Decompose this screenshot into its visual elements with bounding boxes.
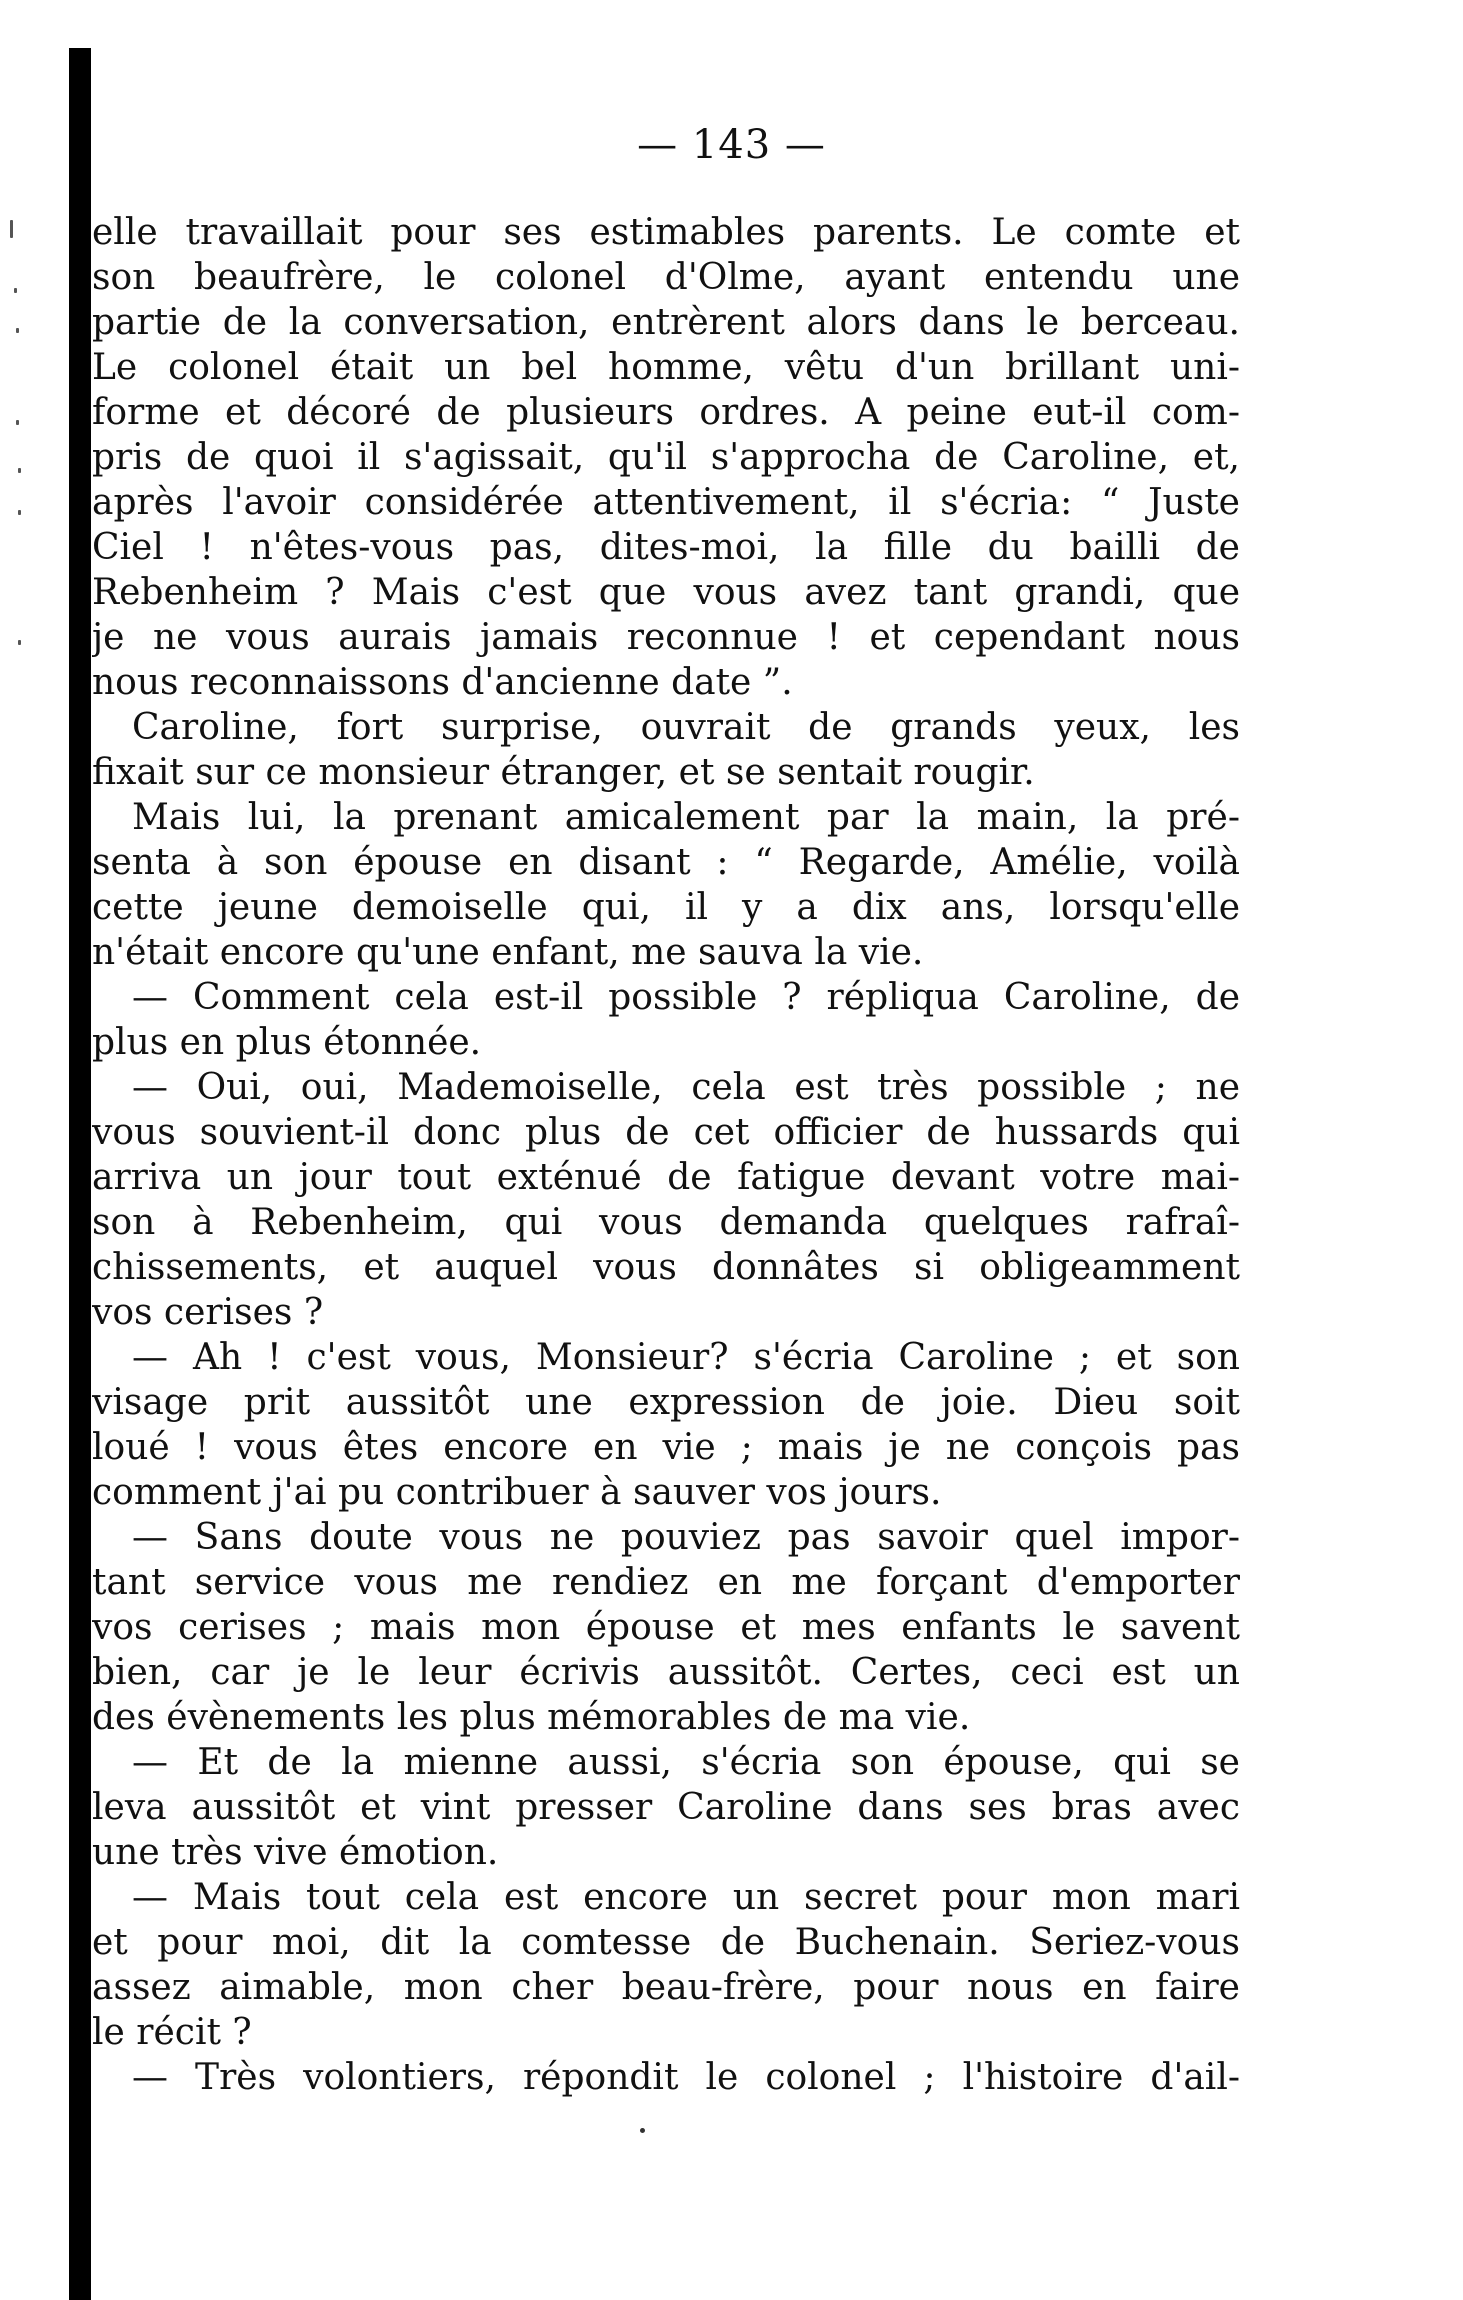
text-line: elle travaillait pour ses estimables parents. Le comte et: [92, 212, 1240, 253]
margin-speck: [10, 220, 13, 238]
text-line: Le colonel était un bel homme, vêtu d'un brillant uni-: [92, 347, 1240, 388]
text-line: tant service vous me rendiez en me forçant d'emporter: [92, 1562, 1240, 1603]
text-line: — Sans doute vous ne pouviez pas savoir quel impor-: [132, 1517, 1240, 1558]
text-line: bien, car je le leur écrivis aussitôt. Certes, ceci est un: [92, 1652, 1240, 1693]
text-line: son beaufrère, le colonel d'Olme, ayant entendu une: [92, 257, 1240, 298]
ink-speck: [640, 2128, 645, 2133]
text-line: et pour moi, dit la comtesse de Buchenain. Seriez-vous: [92, 1922, 1240, 1963]
text-line: son à Rebenheim, qui vous demanda quelques rafraî-: [92, 1202, 1240, 1243]
margin-speck: [18, 468, 21, 473]
text-line: arriva un jour tout exténué de fatigue devant votre mai-: [92, 1157, 1240, 1198]
text-line: — Comment cela est-il possible ? répliqua Caroline, de: [132, 977, 1240, 1018]
margin-speck: [18, 510, 21, 515]
text-line: senta à son épouse en disant : “ Regarde, Amélie, voilà: [92, 842, 1240, 883]
text-line: — Très volontiers, répondit le colonel ; l'histoire d'ail-: [132, 2057, 1240, 2098]
text-line: visage prit aussitôt une expression de joie. Dieu soit: [92, 1382, 1240, 1423]
text-line: des évènements les plus mémorables de ma vie.: [92, 1697, 971, 1738]
text-line: comment j'ai pu contribuer à sauver vos jours.: [92, 1472, 942, 1513]
binding-shadow: [69, 48, 91, 2300]
margin-speck: [16, 420, 19, 425]
text-line: n'était encore qu'une enfant, me sauva la vie.: [92, 932, 924, 973]
text-line: — Et de la mienne aussi, s'écria son épouse, qui se: [132, 1742, 1240, 1783]
text-line: fixait sur ce monsieur étranger, et se sentait rougir.: [92, 752, 1035, 793]
text-line: je ne vous aurais jamais reconnue ! et cependant nous: [92, 617, 1240, 658]
text-line: Caroline, fort surprise, ouvrait de grands yeux, les: [132, 707, 1240, 748]
text-line: pris de quoi il s'agissait, qu'il s'approcha de Caroline, et,: [92, 437, 1240, 478]
margin-specks: [6, 210, 26, 670]
text-line: — Oui, oui, Mademoiselle, cela est très possible ; ne: [132, 1067, 1240, 1108]
text-line: — Mais tout cela est encore un secret pour mon mari: [132, 1877, 1240, 1918]
text-line: vous souvient-il donc plus de cet officier de hussards qui: [92, 1112, 1240, 1153]
text-line: une très vive émotion.: [92, 1832, 499, 1873]
text-line: Ciel ! n'êtes-vous pas, dites-moi, la fille du bailli de: [92, 527, 1240, 568]
page-number: — 143 —: [637, 122, 826, 168]
text-line: le récit ?: [92, 2012, 252, 2053]
text-line: après l'avoir considérée attentivement, il s'écria: “ Juste: [92, 482, 1240, 523]
text-line: Rebenheim ? Mais c'est que vous avez tant grandi, que: [92, 572, 1240, 613]
text-line: partie de la conversation, entrèrent alors dans le berceau.: [92, 302, 1240, 343]
margin-speck: [16, 328, 19, 333]
text-line: assez aimable, mon cher beau-frère, pour nous en faire: [92, 1967, 1240, 2008]
text-line: chissements, et auquel vous donnâtes si obligeamment: [92, 1247, 1240, 1288]
text-line: — Ah ! c'est vous, Monsieur? s'écria Caroline ; et son: [132, 1337, 1240, 1378]
margin-speck: [14, 288, 17, 293]
text-line: vos cerises ; mais mon épouse et mes enfants le savent: [92, 1607, 1240, 1648]
text-line: nous reconnaissons d'ancienne date ”.: [92, 662, 793, 703]
text-line: cette jeune demoiselle qui, il y a dix ans, lorsqu'elle: [92, 887, 1240, 928]
text-line: leva aussitôt et vint presser Caroline dans ses bras avec: [92, 1787, 1240, 1828]
text-line: plus en plus étonnée.: [92, 1022, 482, 1063]
text-line: loué ! vous êtes encore en vie ; mais je ne conçois pas: [92, 1427, 1240, 1468]
text-line: vos cerises ?: [92, 1292, 324, 1333]
margin-speck: [18, 640, 21, 645]
body-text: [92, 210, 1240, 2100]
text-line: forme et décoré de plusieurs ordres. A peine eut-il com-: [92, 392, 1240, 433]
text-line: Mais lui, la prenant amicalement par la main, la pré-: [132, 797, 1240, 838]
